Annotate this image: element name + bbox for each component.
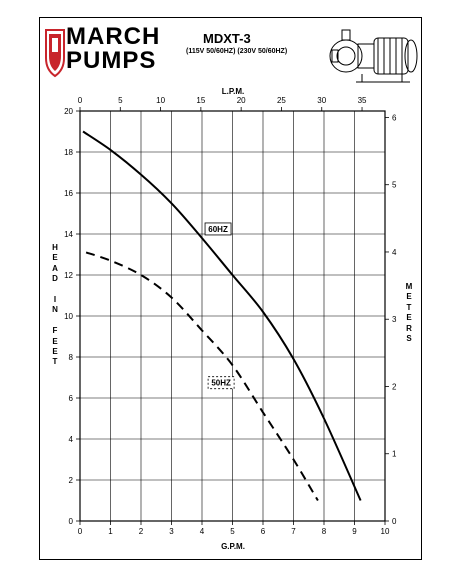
axis-title-letter [49, 285, 61, 295]
axis-title-letter: S [406, 334, 412, 344]
axis-title-letter: A [52, 263, 58, 273]
axis-title-letter: N [52, 305, 58, 315]
axis-title-letter [49, 316, 61, 326]
right-axis-title [403, 282, 415, 344]
axis-title-letter: E [406, 313, 412, 323]
y2-tick-label: 5 [392, 180, 397, 190]
top-axis-label: L.P.M. [221, 87, 245, 96]
axis-title-letter: R [406, 323, 412, 333]
y2-tick-label: 6 [392, 113, 397, 123]
x-tick-label: 3 [169, 527, 174, 536]
y2-tick-label: 3 [392, 315, 397, 325]
y2-tick-label: 2 [392, 382, 397, 392]
x-tick-label: 5 [230, 527, 235, 536]
x2-tick-label: 0 [77, 96, 83, 105]
grid [80, 111, 385, 521]
x2-tick-label: 35 [357, 96, 367, 105]
y-tick-label: 4 [68, 435, 73, 444]
y2-tick-label: 1 [392, 449, 397, 459]
x-tick-label: 2 [138, 527, 144, 536]
y-tick-label: 6 [68, 394, 73, 403]
model-title: MDXT-3 [203, 31, 251, 46]
axis-title-letter: D [52, 274, 58, 284]
x2-tick-label: 10 [156, 96, 166, 105]
x-tick-label: 10 [380, 527, 390, 536]
y2-tick-label: 4 [392, 247, 397, 257]
axis-title-letter: E [406, 292, 412, 302]
x-tick-label: 8 [321, 527, 327, 536]
x-tick-label: 7 [291, 527, 296, 536]
x-tick-label: 1 [108, 527, 113, 536]
y-tick-label: 20 [64, 107, 73, 116]
axis-title-letter: M [405, 282, 413, 291]
x2-tick-label: 15 [196, 96, 206, 105]
axis-title-letter: E [52, 253, 58, 263]
axis-title-letter: F [52, 326, 58, 336]
y-tick-label: 12 [64, 271, 73, 280]
axis-title-letter: H [52, 243, 58, 252]
x2-tick-label: 25 [276, 96, 286, 105]
bottom-axis-label: G.P.M. [221, 542, 245, 551]
series-label-50hz: 50HZ [211, 378, 231, 388]
y2-tick-label: 0 [392, 517, 397, 526]
y-tick-label: 8 [68, 353, 73, 362]
y-tick-label: 10 [64, 312, 73, 321]
y-tick-label: 18 [64, 148, 73, 157]
axis-title-letter: T [52, 357, 58, 367]
x-tick-label: 6 [260, 527, 266, 536]
voltage-subtitle: (115V 50/60HZ) (230V 50/60HZ) [186, 48, 288, 55]
x2-tick-label: 20 [236, 96, 246, 105]
x-tick-label: 4 [199, 527, 205, 536]
series-label-60hz: 60HZ [208, 224, 228, 234]
y-tick-label: 2 [68, 476, 73, 485]
x-tick-label: 0 [77, 527, 83, 536]
left-axis-title [49, 243, 61, 368]
axis-title-letter: T [406, 302, 412, 312]
axis-title-letter: E [52, 336, 58, 346]
x2-tick-label: 5 [118, 96, 123, 105]
brand-line-1: MARCH [66, 23, 161, 50]
brand-line-2: PUMPS [66, 47, 157, 74]
x-tick-label: 9 [352, 527, 357, 536]
axis-title-letter: E [52, 347, 58, 357]
y-tick-label: 0 [68, 517, 73, 526]
y-tick-label: 14 [64, 230, 73, 239]
y-tick-label: 16 [64, 189, 73, 198]
axis-title-letter: I [53, 295, 57, 305]
x2-tick-label: 30 [317, 96, 327, 105]
